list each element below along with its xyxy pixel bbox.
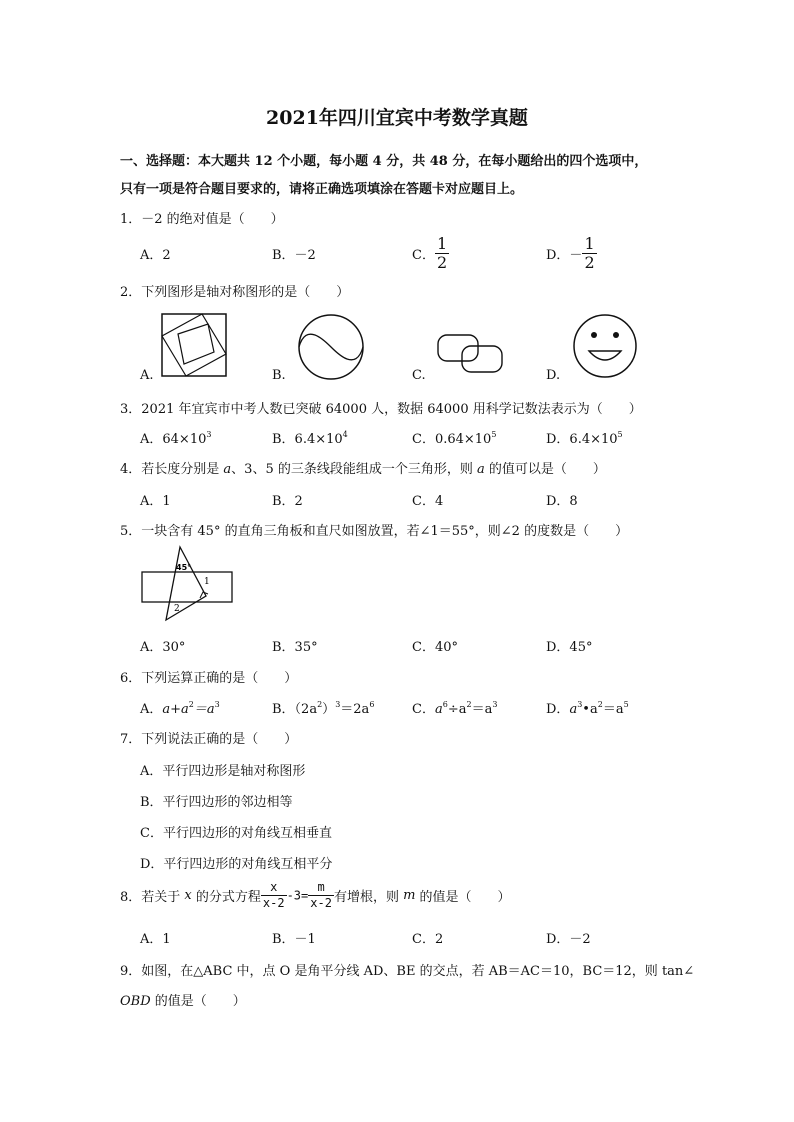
q8-frac1-denominator: x-2: [262, 896, 285, 910]
q9-stem-line2: OBD 的值是（ ）: [120, 994, 246, 1009]
q5-option-c: C．40°: [412, 640, 458, 655]
q7-option-a: A．平行四边形是轴对称图形: [140, 764, 306, 779]
q8-option-c: C．2: [412, 932, 444, 947]
q1-option-b: B．－2: [272, 248, 316, 263]
q9-stem-line1: 9．如图，在△ABC 中，点 O 是角平分线 AD、BE 的交点，若 AB＝AC＝10，BC＝12，则 tan∠: [120, 964, 695, 979]
q1-stem: 1．－2 的绝对值是（ ）: [120, 212, 284, 227]
q2-stem: 2．下列图形是轴对称图形的是（ ）: [120, 285, 350, 300]
q3-option-a: A．$64\times 10^3$: [140, 430, 212, 447]
q5-stem: 5．一块含有 45° 的直角三角板和直尺如图放置，若∠1＝55°，则∠2 的度数是（ ）: [120, 524, 629, 539]
q5-label-1: 1: [204, 577, 210, 587]
q6-option-c: C．$a^6\div a^2=a^3$: [412, 700, 498, 717]
q6-option-d: D．$a^3•a^2=a^5$: [546, 700, 629, 717]
q6-option-b: B．$(2a^2)^3=2a^6$: [272, 700, 375, 717]
q1-d-denominator: 2: [584, 253, 595, 272]
q8-frac1-numerator: x: [261, 880, 287, 896]
q3-option-b: B．$6.4\times 10^4$: [272, 430, 348, 447]
q3-option-d: D．$6.4\times 10^5$: [546, 430, 623, 447]
q8-option-b: B．－1: [272, 932, 316, 947]
q6-option-a: A．$a+a^2=a^3$: [140, 700, 220, 717]
q4-option-c: C．4: [412, 494, 444, 509]
q7-option-c: C．平行四边形的对角线互相垂直: [140, 826, 332, 841]
q1-option-d: D．－ $\frac{1}{2}$: [546, 234, 595, 272]
q1-c-denominator: 2: [436, 253, 448, 272]
q2-figure-c: [432, 330, 508, 376]
q2-option-b: B.: [272, 368, 286, 383]
q2-figure-b: [296, 312, 366, 382]
page-title: 2021年四川宜宾中考数学真题: [266, 107, 528, 129]
q5-option-a: A．30°: [140, 640, 186, 655]
q5-option-b: B．35°: [272, 640, 318, 655]
q2-option-c: C.: [412, 368, 426, 383]
q2-figure-a: [158, 312, 232, 378]
q4-option-a: A．1: [140, 494, 171, 509]
q8-stem: 8．若关于 x 的分式方程 $\frac{x}{x-2}$ -3= $\frac{m}{x-2}$ 有增根，则 m 的值是（ ）: [120, 880, 511, 910]
section-heading-line1: 一、选择题：本大题共 12 个小题，每小题 4 分，共 48 分，在每小题给出的四个选项中，: [120, 154, 648, 169]
q7-stem: 7．下列说法正确的是（ ）: [120, 732, 298, 747]
q7-option-b: B．平行四边形的邻边相等: [140, 795, 293, 810]
q8-frac2-numerator: m: [308, 880, 334, 896]
q3-option-c: C．$0.64\times 10^5$: [412, 430, 497, 447]
q4-option-d: D．8: [546, 494, 578, 509]
q1-option-a: A．2: [140, 248, 171, 263]
q5-figure: [140, 544, 236, 624]
q1-option-c: C． $\frac{1}{2}$: [412, 234, 448, 272]
q2-option-d: D.: [546, 368, 561, 383]
q4-option-b: B．2: [272, 494, 303, 509]
q4-stem: 4．若长度分别是 a、3、5 的三条线段能组成一个三角形，则 a 的值可以是（ ）: [120, 462, 606, 477]
section-heading-line2: 只有一项是符合题目要求的，请将正确选项填涂在答题卡对应题目上。: [120, 182, 524, 197]
q8-frac2-denominator: x-2: [310, 896, 332, 910]
q8-option-d: D．－2: [546, 932, 591, 947]
q2-option-a: A.: [140, 368, 154, 383]
q2-figure-d: [570, 311, 640, 381]
q5-label-2: 2: [174, 604, 180, 614]
q5-option-d: D．45°: [546, 640, 593, 655]
q1-d-numerator: 1: [584, 234, 595, 253]
q7-option-d: D．平行四边形的对角线互相平分: [140, 857, 333, 872]
q3-stem: 3．2021 年宜宾市中考人数已突破 64000 人，数据 64000 用科学记数法表示为（ ）: [120, 402, 642, 417]
q8-option-a: A．1: [140, 932, 171, 947]
q1-c-numerator: 1: [436, 234, 448, 253]
q6-stem: 6．下列运算正确的是（ ）: [120, 671, 298, 686]
q5-label-45: 45°: [176, 563, 192, 572]
